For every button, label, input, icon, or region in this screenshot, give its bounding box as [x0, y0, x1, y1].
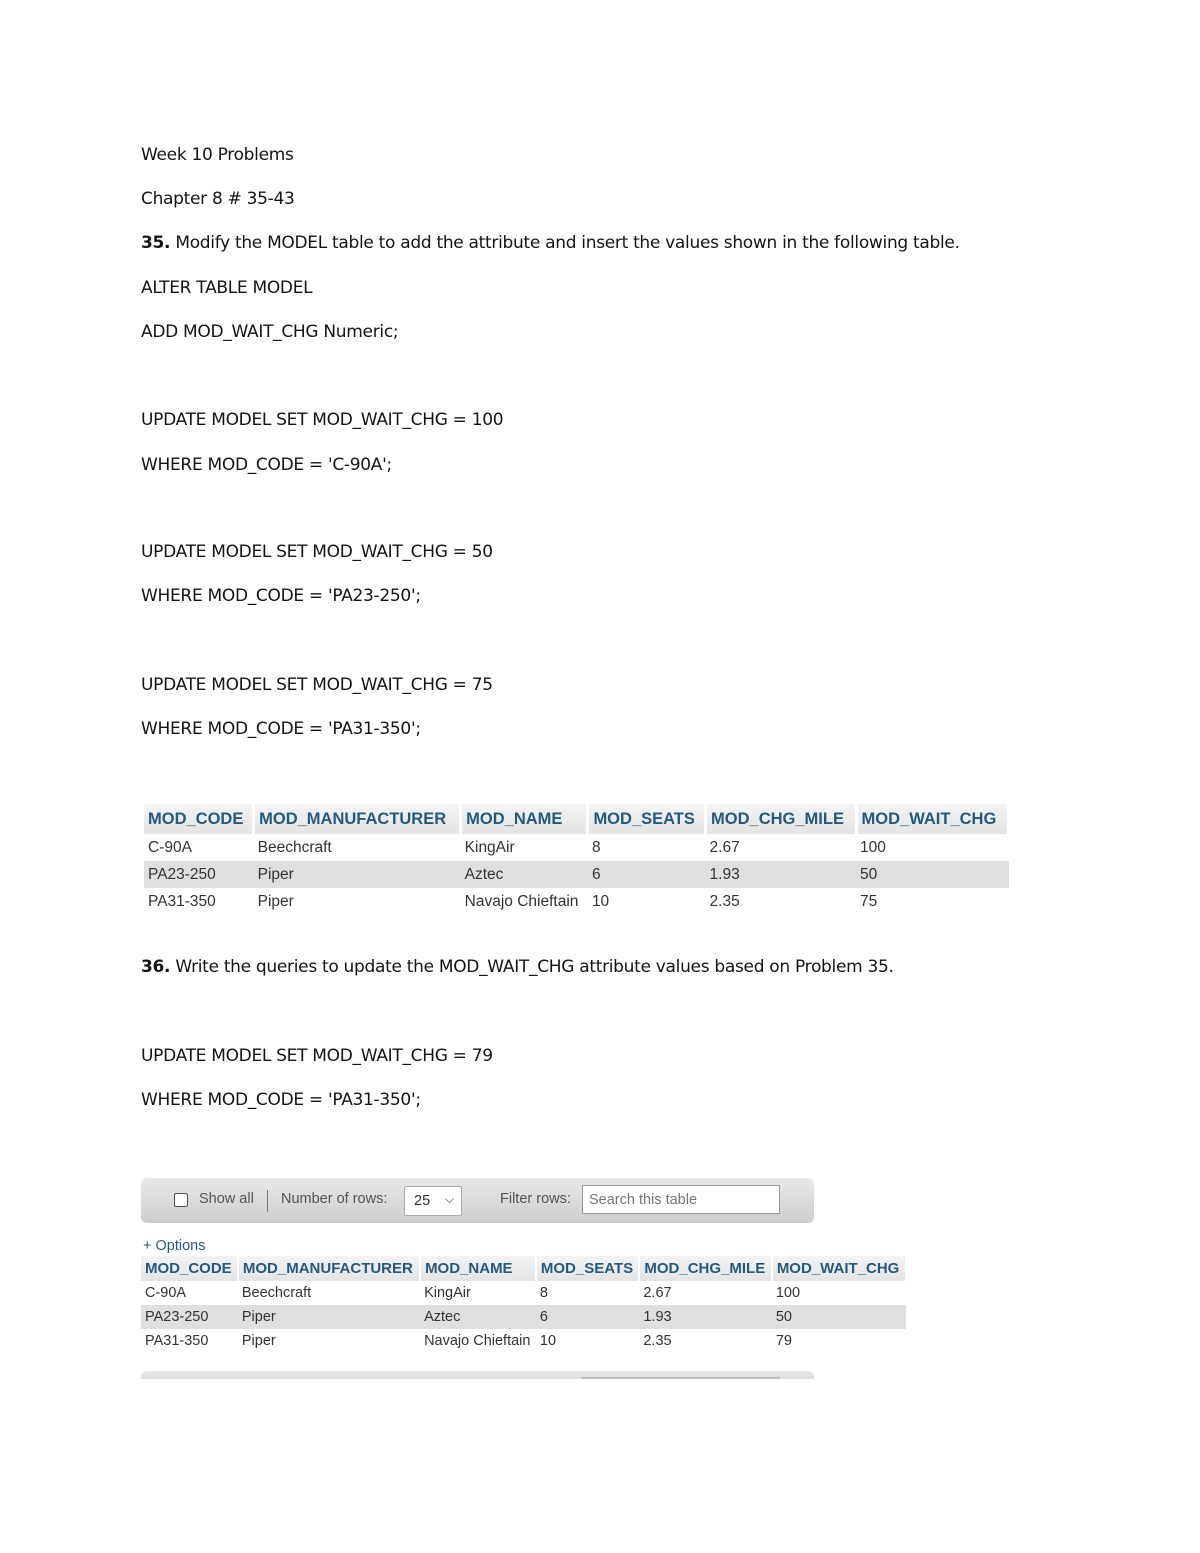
table-cell: 10: [588, 888, 706, 915]
table-cell: 100: [856, 834, 1008, 861]
question-36-number: 36.: [141, 957, 171, 977]
question-36: [141, 957, 894, 977]
question-36-text: Write the queries to update the MOD_WAIT_CHG attribute values based on Problem 35.: [175, 957, 894, 977]
table-cell: Piper: [254, 861, 461, 888]
sql-update-4-where: WHERE MOD_CODE = 'PA31-350';: [141, 1090, 421, 1110]
table-row: [141, 1329, 906, 1353]
table-cell: PA31-350: [144, 888, 254, 915]
table-cell: 2.35: [706, 888, 857, 915]
sql-update-2-set: UPDATE MODEL SET MOD_WAIT_CHG = 50: [141, 542, 493, 562]
sql-update-2-where: WHERE MOD_CODE = 'PA23-250';: [141, 586, 421, 606]
table-row: [144, 888, 1009, 915]
sql-update-3-where: WHERE MOD_CODE = 'PA31-350';: [141, 719, 421, 739]
table-cell: Piper: [238, 1329, 420, 1353]
chevron-down-icon: ⌵: [444, 1192, 454, 1206]
column-header[interactable]: MOD_SEATS: [536, 1256, 639, 1281]
table-cell: C-90A: [144, 834, 254, 861]
table-cell: 50: [772, 1305, 906, 1329]
column-header[interactable]: MOD_NAME: [461, 804, 588, 834]
column-header[interactable]: MOD_CODE: [141, 1256, 238, 1281]
table-cell: PA23-250: [141, 1305, 238, 1329]
question-35: [141, 233, 960, 253]
table-cell: 6: [536, 1305, 639, 1329]
table-toolbar-bottom: [141, 1371, 814, 1379]
table-cell: 1.93: [639, 1305, 771, 1329]
column-header[interactable]: MOD_NAME: [420, 1256, 536, 1281]
table-header-row: [141, 1256, 906, 1281]
sql-alter-line-2: ADD MOD_WAIT_CHG Numeric;: [141, 322, 399, 342]
column-header[interactable]: MOD_MANUFACTURER: [238, 1256, 420, 1281]
table-cell: KingAir: [420, 1281, 536, 1305]
table-row: [141, 1281, 906, 1305]
table-cell: PA31-350: [141, 1329, 238, 1353]
number-of-rows-select[interactable]: [404, 1186, 462, 1216]
table-cell: 2.35: [639, 1329, 771, 1353]
column-header[interactable]: MOD_WAIT_CHG: [772, 1256, 906, 1281]
table-cell: C-90A: [141, 1281, 238, 1305]
table-cell: 75: [856, 888, 1008, 915]
table-cell: Piper: [238, 1305, 420, 1329]
table-toolbar: [141, 1178, 814, 1223]
sql-update-3-set: UPDATE MODEL SET MOD_WAIT_CHG = 75: [141, 675, 493, 695]
number-of-rows-value: 25: [414, 1193, 431, 1209]
column-header[interactable]: MOD_CHG_MILE: [706, 804, 857, 834]
column-header[interactable]: MOD_SEATS: [588, 804, 706, 834]
column-header[interactable]: MOD_WAIT_CHG: [856, 804, 1008, 834]
sql-update-1-set: UPDATE MODEL SET MOD_WAIT_CHG = 100: [141, 410, 504, 430]
question-35-text: Modify the MODEL table to add the attribute and insert the values shown in the following table.: [175, 233, 960, 253]
table-row: [144, 861, 1009, 888]
table-cell: 8: [588, 834, 706, 861]
table-cell: Piper: [254, 888, 461, 915]
toolbar-divider: [267, 1190, 268, 1212]
toolbar-input-edge: [582, 1377, 780, 1379]
model-table-result-1: [144, 804, 1010, 915]
question-35-number: 35.: [141, 233, 171, 253]
table-cell: 1.93: [706, 861, 857, 888]
sql-alter-line-1: ALTER TABLE MODEL: [141, 278, 313, 298]
table-cell: 50: [856, 861, 1008, 888]
show-all-checkbox[interactable]: [174, 1193, 188, 1207]
table-cell: 8: [536, 1281, 639, 1305]
table-header-row: [144, 804, 1009, 834]
doc-title: Week 10 Problems: [141, 145, 294, 165]
table-cell: Beechcraft: [238, 1281, 420, 1305]
model-table-result-2: [141, 1256, 907, 1353]
table-row: [144, 834, 1009, 861]
show-all-label[interactable]: Show all: [199, 1191, 254, 1207]
table-cell: 79: [772, 1329, 906, 1353]
sql-update-4-set: UPDATE MODEL SET MOD_WAIT_CHG = 79: [141, 1046, 493, 1066]
table-row: [141, 1305, 906, 1329]
sql-update-1-where: WHERE MOD_CODE = 'C-90A';: [141, 455, 392, 475]
table-cell: Aztec: [461, 861, 588, 888]
table-cell: 10: [536, 1329, 639, 1353]
table-cell: 2.67: [706, 834, 857, 861]
filter-search-input[interactable]: [582, 1185, 780, 1214]
chapter-line: Chapter 8 # 35-43: [141, 189, 295, 209]
column-header[interactable]: MOD_CHG_MILE: [639, 1256, 771, 1281]
table-cell: PA23-250: [144, 861, 254, 888]
options-link[interactable]: + Options: [143, 1238, 206, 1254]
table-cell: Navajo Chieftain: [420, 1329, 536, 1353]
column-header[interactable]: MOD_MANUFACTURER: [254, 804, 461, 834]
table-cell: KingAir: [461, 834, 588, 861]
table-cell: Beechcraft: [254, 834, 461, 861]
table-cell: 2.67: [639, 1281, 771, 1305]
column-header[interactable]: MOD_CODE: [144, 804, 254, 834]
number-of-rows-label: Number of rows:: [281, 1191, 388, 1207]
table-cell: 100: [772, 1281, 906, 1305]
filter-rows-label: Filter rows:: [500, 1191, 571, 1207]
table-cell: 6: [588, 861, 706, 888]
table-cell: Aztec: [420, 1305, 536, 1329]
table-cell: Navajo Chieftain: [461, 888, 588, 915]
